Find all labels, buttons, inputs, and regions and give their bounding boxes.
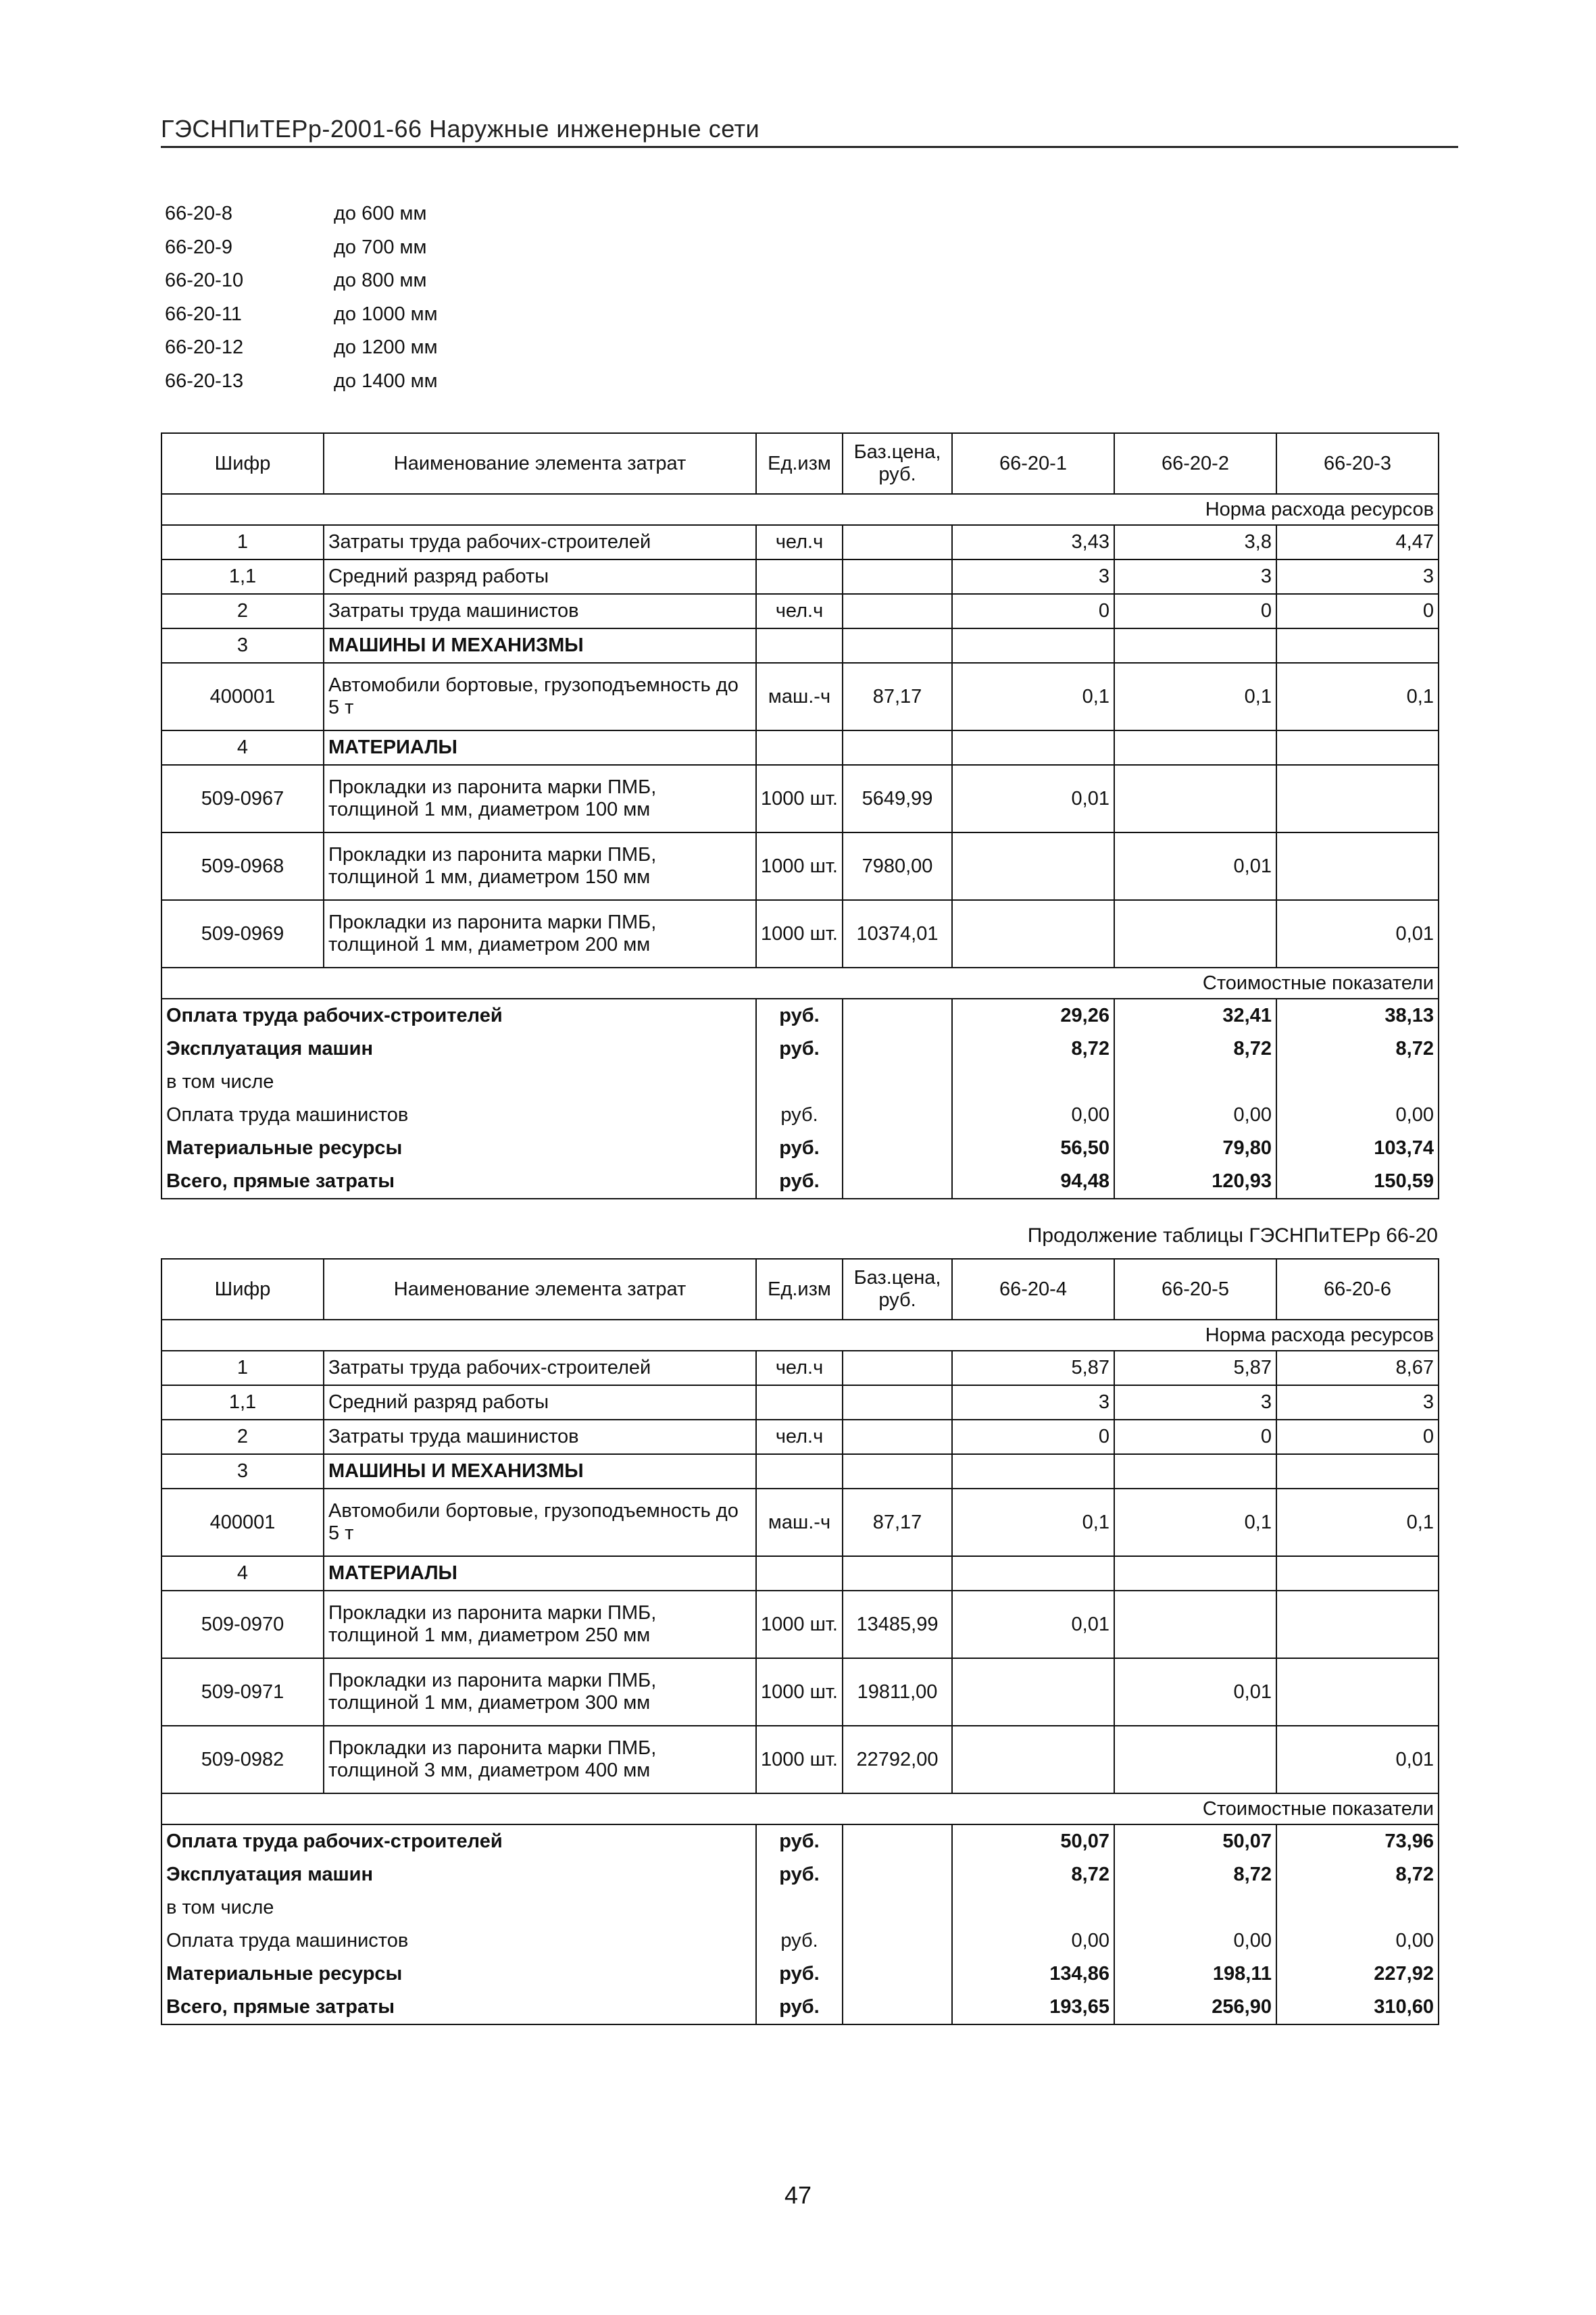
row-price: 13485,99 (843, 1591, 952, 1658)
table-row (161, 594, 1439, 628)
summary-value: 0,00 (952, 1924, 1114, 1958)
summary-unit: руб. (756, 1924, 843, 1958)
summary-price (843, 1132, 952, 1165)
summary-value (952, 1891, 1114, 1924)
code-desc: до 800 мм (334, 270, 427, 291)
row-name: Затраты труда машинистов (324, 1420, 756, 1454)
row-value: 0 (1276, 594, 1439, 628)
row-code: 4 (161, 1556, 324, 1591)
summary-price (843, 1066, 952, 1099)
row-value (1276, 628, 1439, 663)
header-name: Наименование элемента затрат (324, 1259, 756, 1320)
cost-label: Стоимостные показатели (161, 968, 1439, 999)
summary-value: 120,93 (1114, 1165, 1276, 1199)
row-value (952, 900, 1114, 968)
cost-label: Стоимостные показатели (161, 1793, 1439, 1824)
row-value: 3,43 (952, 525, 1114, 559)
summary-name: Оплата труда машинистов (161, 1924, 756, 1958)
norm-label: Норма расхода ресурсов (161, 494, 1439, 525)
summary-value: 310,60 (1276, 1991, 1439, 2024)
row-value: 0 (1276, 1420, 1439, 1454)
summary-value: 256,90 (1114, 1991, 1276, 2024)
summary-value: 94,48 (952, 1165, 1114, 1199)
summary-value: 8,72 (1114, 1858, 1276, 1891)
summary-value (1114, 1066, 1276, 1099)
row-name: Затраты труда машинистов (324, 594, 756, 628)
summary-price (843, 1958, 952, 1991)
row-value: 3,8 (1114, 525, 1276, 559)
table-row (161, 900, 1439, 968)
row-unit: маш.-ч (756, 663, 843, 730)
row-code: 3 (161, 628, 324, 663)
summary-name: Эксплуатация машин (161, 1032, 756, 1066)
table-row (161, 730, 1439, 765)
table-row (161, 999, 1439, 1032)
row-value: 3 (1276, 1385, 1439, 1420)
code-row (165, 237, 537, 270)
summary-unit: руб. (756, 1958, 843, 1991)
row-code: 1 (161, 1351, 324, 1385)
table-row (161, 1032, 1439, 1066)
row-value: 0,01 (1276, 1726, 1439, 1793)
row-value (1114, 1556, 1276, 1591)
summary-value: 193,65 (952, 1991, 1114, 2024)
table-row (161, 1958, 1439, 1991)
summary-value: 0,00 (952, 1099, 1114, 1132)
header-title: ГЭСНПиТЕРр-2001-66 Наружные инженерные сети (161, 115, 760, 143)
row-unit: чел.ч (756, 1420, 843, 1454)
row-value (952, 730, 1114, 765)
summary-unit: руб. (756, 999, 843, 1032)
row-code: 1,1 (161, 559, 324, 594)
row-unit: чел.ч (756, 525, 843, 559)
row-unit (756, 1454, 843, 1489)
code-desc: до 1200 мм (334, 337, 438, 358)
row-value (1114, 628, 1276, 663)
summary-name: Оплата труда рабочих-строителей (161, 1824, 756, 1858)
row-value: 0,1 (1276, 663, 1439, 730)
table-row (161, 1924, 1439, 1958)
summary-value: 8,72 (1276, 1032, 1439, 1066)
cost-band (161, 968, 1439, 999)
row-price: 10374,01 (843, 900, 952, 968)
row-value: 0,01 (952, 1591, 1114, 1658)
row-code: 509-0970 (161, 1591, 324, 1658)
row-code: 400001 (161, 1489, 324, 1556)
row-code: 3 (161, 1454, 324, 1489)
summary-value: 79,80 (1114, 1132, 1276, 1165)
row-name: Прокладки из паронита марки ПМБ, толщиной 1 мм, диаметром 300 мм (324, 1658, 756, 1726)
row-price (843, 1351, 952, 1385)
section-title: МАШИНЫ И МЕХАНИЗМЫ (324, 1454, 756, 1489)
row-unit: 1000 шт. (756, 832, 843, 900)
row-unit: чел.ч (756, 594, 843, 628)
row-price: 7980,00 (843, 832, 952, 900)
summary-value: 0,00 (1114, 1924, 1276, 1958)
row-code: 509-0968 (161, 832, 324, 900)
summary-unit: руб. (756, 1099, 843, 1132)
row-value (952, 1658, 1114, 1726)
row-unit: чел.ч (756, 1351, 843, 1385)
row-value: 0 (1114, 594, 1276, 628)
summary-value: 8,72 (952, 1858, 1114, 1891)
code-row (165, 270, 537, 303)
row-code: 509-0982 (161, 1726, 324, 1793)
table-row (161, 1165, 1439, 1199)
row-value: 5,87 (1114, 1351, 1276, 1385)
row-unit: 1000 шт. (756, 1726, 843, 1793)
row-name: Прокладки из паронита марки ПМБ, толщиной 1 мм, диаметром 250 мм (324, 1591, 756, 1658)
header-col-3: 66-20-3 (1276, 433, 1439, 494)
summary-name: Всего, прямые затраты (161, 1991, 756, 2024)
code-desc: до 700 мм (334, 236, 427, 258)
cost-band (161, 1793, 1439, 1824)
row-value (952, 832, 1114, 900)
header-col-2: 66-20-5 (1114, 1259, 1276, 1320)
code: 66-20-11 (165, 303, 242, 325)
row-value: 3 (1114, 559, 1276, 594)
norm-band (161, 494, 1439, 525)
table-row (161, 663, 1439, 730)
norm-label: Норма расхода ресурсов (161, 1320, 1439, 1351)
row-price (843, 730, 952, 765)
summary-value: 150,59 (1276, 1165, 1439, 1199)
row-price (843, 1556, 952, 1591)
summary-name: в том числе (161, 1066, 756, 1099)
row-name: Затраты труда рабочих-строителей (324, 1351, 756, 1385)
row-value: 0,1 (1276, 1489, 1439, 1556)
row-value (1276, 765, 1439, 832)
header-col-1: 66-20-1 (952, 433, 1114, 494)
row-value: 0 (952, 1420, 1114, 1454)
row-code: 509-0967 (161, 765, 324, 832)
row-value (952, 1726, 1114, 1793)
summary-price (843, 1824, 952, 1858)
table-row (161, 1858, 1439, 1891)
row-value: 3 (952, 1385, 1114, 1420)
row-price (843, 559, 952, 594)
summary-price (843, 1924, 952, 1958)
row-unit (756, 559, 843, 594)
table-header-row (161, 433, 1439, 494)
row-unit: 1000 шт. (756, 1658, 843, 1726)
summary-value: 8,72 (1114, 1032, 1276, 1066)
row-value (1276, 1591, 1439, 1658)
row-value (1114, 900, 1276, 968)
table-row (161, 832, 1439, 900)
summary-value (1114, 1891, 1276, 1924)
summary-unit: руб. (756, 1824, 843, 1858)
page-number: 47 (784, 2181, 812, 2209)
table-row (161, 1385, 1439, 1420)
row-value (1114, 765, 1276, 832)
row-unit: 1000 шт. (756, 765, 843, 832)
summary-name: Эксплуатация машин (161, 1858, 756, 1891)
summary-value: 8,72 (1276, 1858, 1439, 1891)
row-value: 0,1 (952, 1489, 1114, 1556)
row-value: 3 (1276, 559, 1439, 594)
summary-name: Материальные ресурсы (161, 1132, 756, 1165)
summary-price (843, 1858, 952, 1891)
header-unit: Ед.изм (756, 1259, 843, 1320)
row-name: Прокладки из паронита марки ПМБ, толщиной 3 мм, диаметром 400 мм (324, 1726, 756, 1793)
header-price: Баз.цена, руб. (843, 433, 952, 494)
summary-value: 227,92 (1276, 1958, 1439, 1991)
row-value (1114, 1454, 1276, 1489)
row-price: 5649,99 (843, 765, 952, 832)
row-price: 22792,00 (843, 1726, 952, 1793)
row-unit: маш.-ч (756, 1489, 843, 1556)
summary-price (843, 1099, 952, 1132)
summary-unit: руб. (756, 1165, 843, 1199)
row-value: 4,47 (1276, 525, 1439, 559)
row-price (843, 628, 952, 663)
table-row (161, 559, 1439, 594)
table-row (161, 1891, 1439, 1924)
table-row (161, 1066, 1439, 1099)
row-value: 0,01 (1276, 900, 1439, 968)
row-code: 1 (161, 525, 324, 559)
row-value: 0 (952, 594, 1114, 628)
summary-value: 32,41 (1114, 999, 1276, 1032)
summary-price (843, 1991, 952, 2024)
table-row (161, 1726, 1439, 1793)
summary-value: 0,00 (1276, 1924, 1439, 1958)
page-header (161, 115, 1458, 148)
row-value (1276, 1454, 1439, 1489)
summary-value: 38,13 (1276, 999, 1439, 1032)
header-shifr: Шифр (161, 1259, 324, 1320)
row-name: Затраты труда рабочих-строителей (324, 525, 756, 559)
code: 66-20-10 (165, 270, 244, 291)
summary-name: Оплата труда машинистов (161, 1099, 756, 1132)
row-name: Прокладки из паронита марки ПМБ, толщиной 1 мм, диаметром 150 мм (324, 832, 756, 900)
row-code: 509-0969 (161, 900, 324, 968)
row-price (843, 525, 952, 559)
table-row (161, 1454, 1439, 1489)
row-value (1114, 1726, 1276, 1793)
summary-price (843, 1165, 952, 1199)
row-value: 0 (1114, 1420, 1276, 1454)
code: 66-20-8 (165, 203, 232, 224)
table-row (161, 1591, 1439, 1658)
summary-name: Материальные ресурсы (161, 1958, 756, 1991)
row-name: Средний разряд работы (324, 559, 756, 594)
row-value (952, 628, 1114, 663)
row-price (843, 1454, 952, 1489)
row-value: 0,1 (1114, 1489, 1276, 1556)
row-unit (756, 628, 843, 663)
row-code: 4 (161, 730, 324, 765)
row-unit (756, 1385, 843, 1420)
code: 66-20-9 (165, 236, 232, 258)
row-code: 400001 (161, 663, 324, 730)
row-value: 3 (1114, 1385, 1276, 1420)
table-row (161, 1556, 1439, 1591)
row-price: 87,17 (843, 1489, 952, 1556)
row-name: Автомобили бортовые, грузоподъемность до 5 т (324, 663, 756, 730)
row-name: Прокладки из паронита марки ПМБ, толщиной 1 мм, диаметром 200 мм (324, 900, 756, 968)
row-value (1276, 1658, 1439, 1726)
header-name: Наименование элемента затрат (324, 433, 756, 494)
summary-unit (756, 1891, 843, 1924)
row-value (1276, 1556, 1439, 1591)
row-value (952, 1556, 1114, 1591)
table-row (161, 765, 1439, 832)
row-value: 0,01 (1114, 1658, 1276, 1726)
summary-value: 0,00 (1276, 1099, 1439, 1132)
section-title: МАТЕРИАЛЫ (324, 730, 756, 765)
summary-value (952, 1066, 1114, 1099)
row-value: 0,01 (1114, 832, 1276, 900)
table-caption: Продолжение таблицы ГЭСНПиТЕРр 66-20 (1027, 1224, 1438, 1247)
summary-name: Оплата труда рабочих-строителей (161, 999, 756, 1032)
header-unit: Ед.изм (756, 433, 843, 494)
code-row (165, 303, 537, 337)
code-row (165, 203, 537, 237)
row-name: Средний разряд работы (324, 1385, 756, 1420)
table-row (161, 1099, 1439, 1132)
table-row (161, 1351, 1439, 1385)
summary-value: 198,11 (1114, 1958, 1276, 1991)
row-code: 509-0971 (161, 1658, 324, 1726)
row-price (843, 594, 952, 628)
row-code: 2 (161, 594, 324, 628)
row-value: 8,67 (1276, 1351, 1439, 1385)
code-desc: до 1000 мм (334, 303, 438, 325)
header-col-1: 66-20-4 (952, 1259, 1114, 1320)
summary-unit: руб. (756, 1132, 843, 1165)
header-col-2: 66-20-2 (1114, 433, 1276, 494)
resource-table-2 (161, 1258, 1439, 2025)
row-code: 1,1 (161, 1385, 324, 1420)
summary-name: в том числе (161, 1891, 756, 1924)
summary-unit (756, 1066, 843, 1099)
summary-value: 103,74 (1276, 1132, 1439, 1165)
summary-value: 50,07 (1114, 1824, 1276, 1858)
summary-unit: руб. (756, 1032, 843, 1066)
code: 66-20-13 (165, 370, 244, 392)
table-header-row (161, 1259, 1439, 1320)
summary-value: 73,96 (1276, 1824, 1439, 1858)
summary-value: 0,00 (1114, 1099, 1276, 1132)
table-row (161, 628, 1439, 663)
table-row (161, 1420, 1439, 1454)
summary-price (843, 999, 952, 1032)
summary-value: 56,50 (952, 1132, 1114, 1165)
row-price (843, 1385, 952, 1420)
header-price: Баз.цена, руб. (843, 1259, 952, 1320)
row-unit (756, 1556, 843, 1591)
row-value (1276, 832, 1439, 900)
row-name: Прокладки из паронита марки ПМБ, толщиной 1 мм, диаметром 100 мм (324, 765, 756, 832)
row-value: 0,1 (1114, 663, 1276, 730)
code-row (165, 370, 537, 404)
row-value (1114, 1591, 1276, 1658)
table-row (161, 1991, 1439, 2024)
row-value: 5,87 (952, 1351, 1114, 1385)
code-desc: до 600 мм (334, 203, 427, 224)
summary-unit: руб. (756, 1858, 843, 1891)
row-code: 2 (161, 1420, 324, 1454)
row-price: 87,17 (843, 663, 952, 730)
summary-value: 50,07 (952, 1824, 1114, 1858)
row-value (1276, 730, 1439, 765)
code-row (165, 337, 537, 370)
code-desc: до 1400 мм (334, 370, 438, 392)
row-value (952, 1454, 1114, 1489)
summary-value: 8,72 (952, 1032, 1114, 1066)
summary-price (843, 1891, 952, 1924)
table-row (161, 1658, 1439, 1726)
summary-value: 29,26 (952, 999, 1114, 1032)
header-shifr: Шифр (161, 433, 324, 494)
code: 66-20-12 (165, 337, 244, 358)
summary-value (1276, 1891, 1439, 1924)
summary-name: Всего, прямые затраты (161, 1165, 756, 1199)
row-price: 19811,00 (843, 1658, 952, 1726)
resource-table-1 (161, 432, 1439, 1199)
summary-unit: руб. (756, 1991, 843, 2024)
row-value: 3 (952, 559, 1114, 594)
section-title: МАШИНЫ И МЕХАНИЗМЫ (324, 628, 756, 663)
table-row (161, 1824, 1439, 1858)
row-value: 0,01 (952, 765, 1114, 832)
summary-value: 134,86 (952, 1958, 1114, 1991)
row-unit: 1000 шт. (756, 1591, 843, 1658)
summary-value (1276, 1066, 1439, 1099)
row-name: Автомобили бортовые, грузоподъемность до 5 т (324, 1489, 756, 1556)
row-price (843, 1420, 952, 1454)
row-value: 0,1 (952, 663, 1114, 730)
summary-price (843, 1032, 952, 1066)
code-list (165, 203, 537, 403)
row-unit (756, 730, 843, 765)
table-row (161, 1132, 1439, 1165)
row-unit: 1000 шт. (756, 900, 843, 968)
norm-band (161, 1320, 1439, 1351)
section-title: МАТЕРИАЛЫ (324, 1556, 756, 1591)
row-value (1114, 730, 1276, 765)
table-row (161, 525, 1439, 559)
table-row (161, 1489, 1439, 1556)
header-col-3: 66-20-6 (1276, 1259, 1439, 1320)
